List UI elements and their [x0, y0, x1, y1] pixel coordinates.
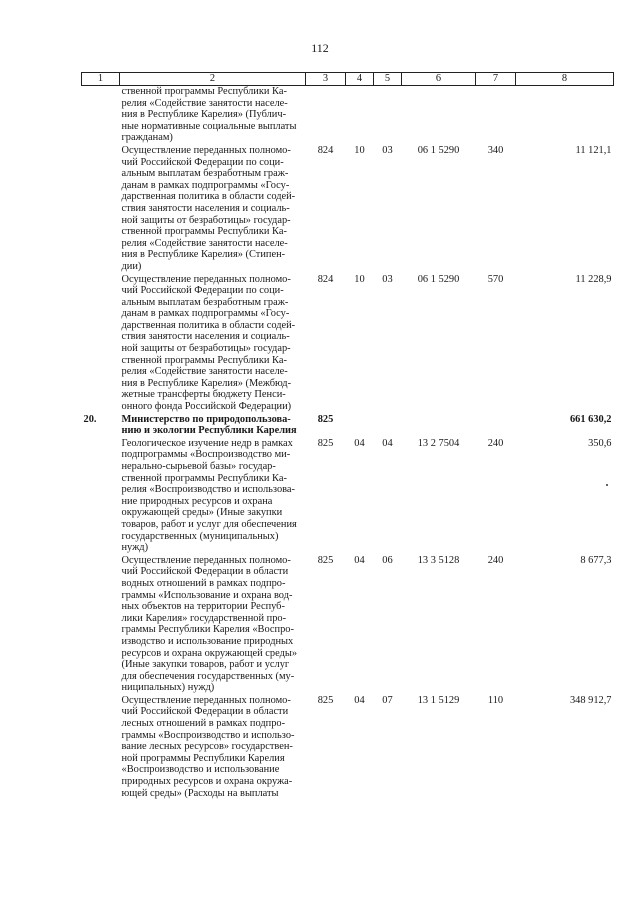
cell-target-article [402, 86, 476, 145]
cell-ministry-code: 825 [317, 413, 334, 425]
cell-section: 04 [354, 694, 365, 706]
table-header [82, 73, 614, 86]
cell-ministry-code [306, 86, 346, 145]
scan-speck [606, 484, 608, 486]
cell-section [346, 86, 374, 145]
cell-expense-type: 110 [487, 694, 504, 706]
cell-number [82, 145, 120, 274]
cell-number [82, 695, 120, 800]
cell-section [346, 414, 374, 438]
header-col-number: 1 [82, 73, 120, 86]
cell-name: Осуществление переданных полномо- чий Российской Федерации в области лесных отношений в рамках подпро- граммы «Воспроизводство и использо- вание лесных ресурсов» государствен- ной программы Республики Карелия «Воспроизводство и использование природных ресурсов и охрана окружа- ющей среды» (Расходы на выплаты [121, 694, 295, 799]
cell-target-article: 13 1 5129 [417, 694, 460, 706]
header-col-expense-type: 7 [476, 73, 516, 86]
cell-target-article [402, 414, 476, 438]
table-row [82, 274, 614, 414]
table-row [82, 414, 614, 438]
cell-section: 10 [354, 273, 365, 285]
cell-expense-type [476, 414, 516, 438]
cell-name: ственной программы Республики Ка- релия «Содействие занятости населе- ния в Республике Карелия» (Публич- ные нормативные социальные выплаты гражданам) [121, 86, 297, 144]
cell-target-article: 06 1 5290 [417, 144, 460, 156]
cell-subsection: 04 [382, 437, 393, 449]
cell-amount: 348 912,7 [569, 694, 612, 706]
cell-amount: 350,6 [588, 437, 612, 449]
cell-ministry-code: 825 [317, 554, 334, 566]
table-row [82, 695, 614, 800]
budget-table [81, 72, 614, 800]
cell-subsection: 07 [382, 694, 393, 706]
cell-ministry-code: 825 [317, 694, 334, 706]
cell-ministry-code: 824 [317, 273, 334, 285]
cell-name: Осуществление переданных полномо- чий Российской Федерации в области водных отношений в рамках подпро- граммы «Использование и охрана вод- ных объектов на территории Респуб- лики Карелия» государственной про- граммы Республики Карелия «Воспро- изводство и использование природных ресурсов и охрана окружающей среды» (Иные закупки товаров, работ и услуг для обеспечения государственных (му- ниципальных) нужд) [121, 554, 298, 694]
cell-number [82, 438, 120, 555]
cell-expense-type: 240 [487, 554, 504, 566]
cell-name: Геологическое изучение недр в рамках подпрограммы «Воспроизводство ми- нерально-сырьевой базы» государ- ственной программы Республики Ка- релия «Воспроизводство и использова- ние природных ресурсов и охрана окружающей среды» (Иные закупки товаров, работ и услуг для обеспечения государственных (муниципальных) нужд) [121, 437, 297, 554]
table-row [82, 86, 614, 145]
header-col-name: 2 [120, 73, 306, 86]
cell-ministry-code: 825 [317, 437, 334, 449]
cell-amount: 8 677,3 [580, 554, 612, 566]
cell-amount: 11 228,9 [575, 273, 612, 285]
table-row [82, 438, 614, 555]
cell-expense-type: 240 [487, 437, 504, 449]
table-row [82, 145, 614, 274]
cell-ministry-code: 824 [317, 144, 334, 156]
cell-expense-type [476, 86, 516, 145]
cell-name: Осуществление переданных полномо- чий Российской Федерации по соци- альным выплатам безработным граж- данам в рамках подпрограммы «Госу- дарственная политика в области содей- ствия занятости населения и социаль- ной защиты от безработицы» государ- ственной программы Республики Ка- релия «Содействие занятости населе- ния в Республике Карелия» (Межбюд- жетные трансферты бюджету Пенси- онного фонда Российской Федерации) [121, 273, 296, 413]
table-body [82, 86, 614, 801]
header-col-section: 4 [346, 73, 374, 86]
cell-amount [516, 86, 614, 145]
cell-subsection: 03 [382, 273, 393, 285]
cell-target-article: 06 1 5290 [417, 273, 460, 285]
cell-subsection [374, 86, 402, 145]
cell-number [82, 274, 120, 414]
cell-section: 04 [354, 437, 365, 449]
cell-name: Министерство по природопользова- нию и экологии Республики Карелия [121, 413, 297, 437]
cell-expense-type: 570 [487, 273, 504, 285]
cell-amount: 11 121,1 [575, 144, 612, 156]
cell-subsection: 06 [382, 554, 393, 566]
cell-subsection: 03 [382, 144, 393, 156]
cell-target-article: 13 2 7504 [417, 437, 460, 449]
cell-number: 20. [83, 413, 97, 425]
header-col-target-article: 6 [402, 73, 476, 86]
table-row [82, 555, 614, 695]
cell-amount: 661 630,2 [569, 413, 612, 425]
header-col-ministry-code: 3 [306, 73, 346, 86]
cell-section: 04 [354, 554, 365, 566]
cell-number [82, 555, 120, 695]
header-row [82, 73, 614, 86]
cell-section: 10 [354, 144, 365, 156]
cell-target-article: 13 3 5128 [417, 554, 460, 566]
cell-subsection [374, 414, 402, 438]
cell-name: Осуществление переданных полномо- чий Российской Федерации по соци- альным выплатам безработным граж- данам в рамках подпрограммы «Госу- дарственная политика в области содей- ствия занятости населения и социаль- ной защиты от безработицы» государ- ственной программы Республики Ка- релия «Содействие занятости населе- ния в Республике Карелия» (Стипен- дии) [121, 144, 296, 272]
header-col-amount: 8 [516, 73, 614, 86]
cell-expense-type: 340 [487, 144, 504, 156]
cell-number [82, 86, 120, 145]
page-number: 112 [311, 41, 329, 55]
header-col-subsection: 5 [374, 73, 402, 86]
